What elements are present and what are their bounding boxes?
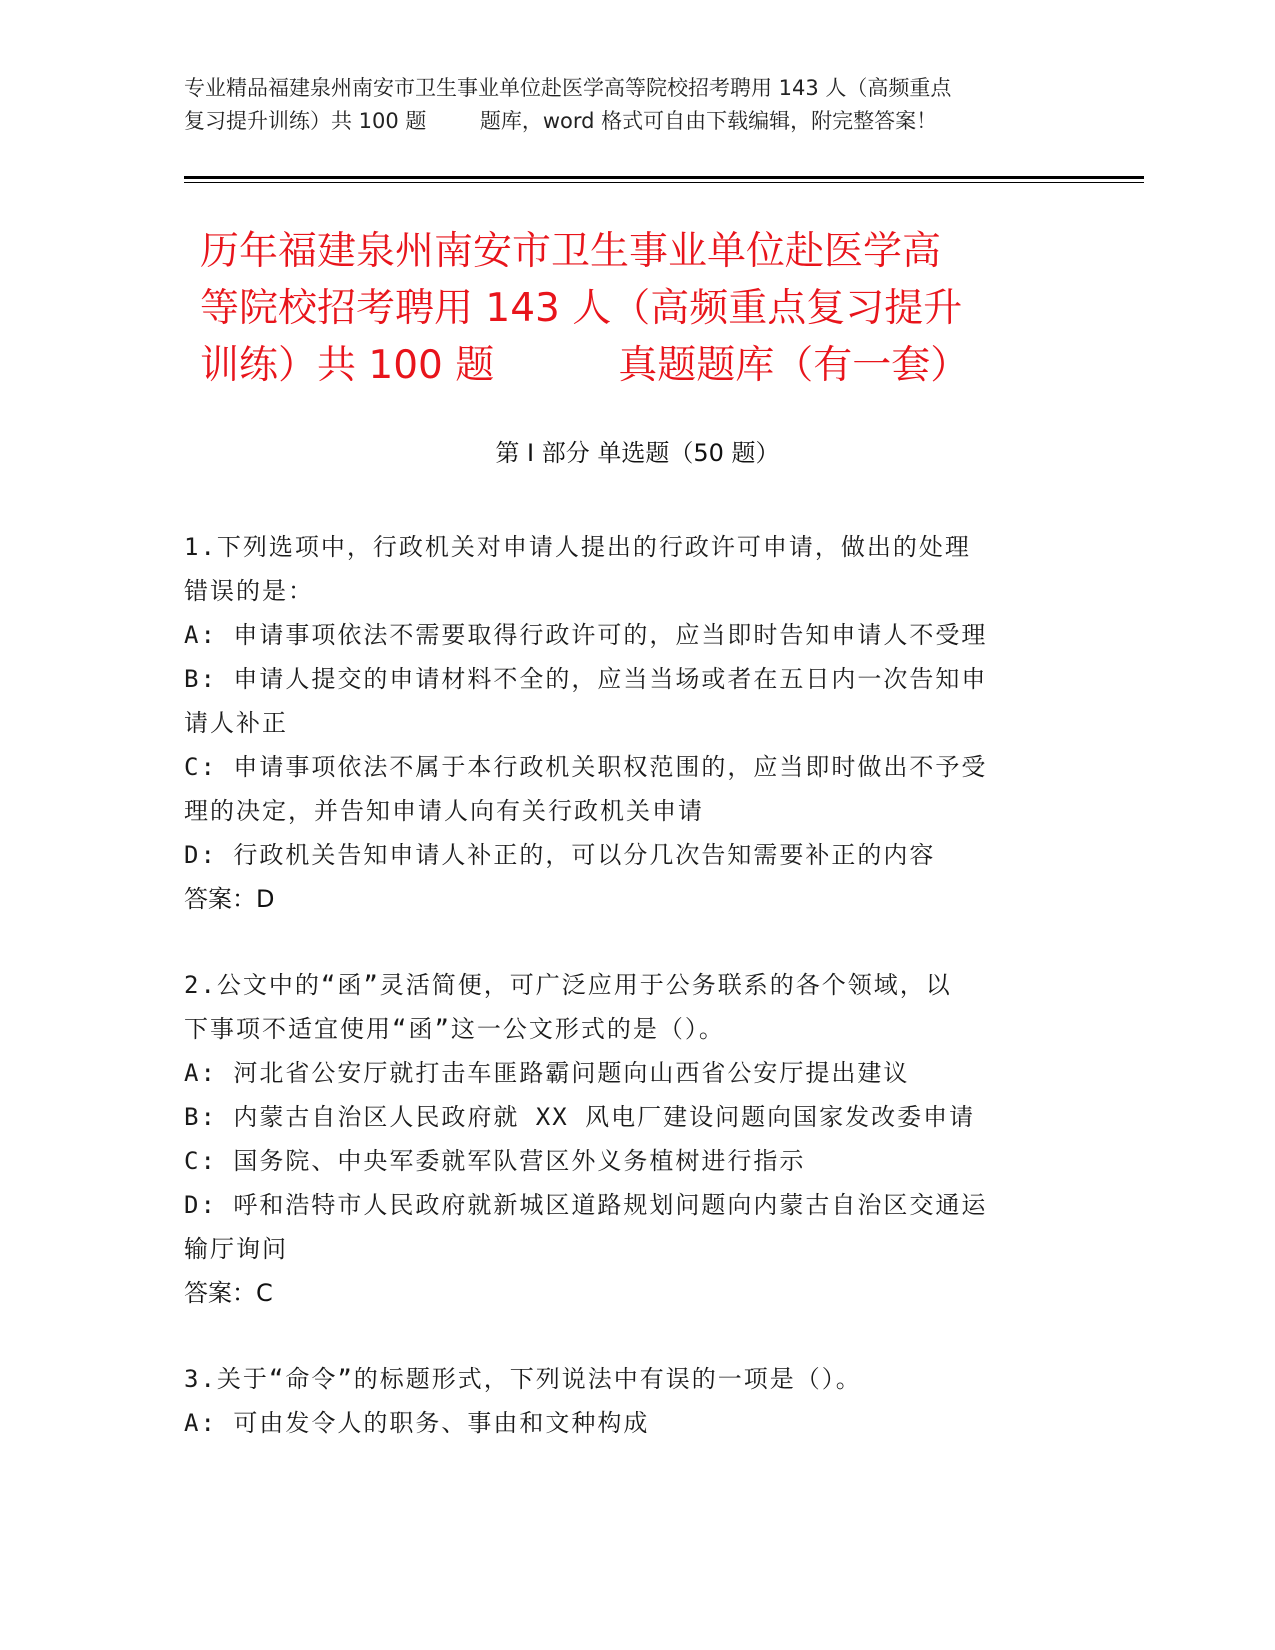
- page-header: [184, 72, 1064, 138]
- header-divider-thin: [184, 182, 1144, 183]
- question-list: [184, 525, 1074, 1487]
- option-d: D: 呼和浩特市人民政府就新城区道路规划问题向内蒙古自治区交通运: [184, 1191, 988, 1219]
- option-b-continued: 请人补正: [184, 709, 288, 737]
- option-c-continued: 理的决定，并告知申请人向有关行政机关申请: [184, 797, 704, 825]
- question-stem-line: 2.公文中的“函”灵活简便，可广泛应用于公务联系的各个领域，以: [184, 971, 952, 999]
- question-3: [184, 1357, 1074, 1445]
- header-divider-thick: [184, 176, 1144, 179]
- title-line-1: 历年福建泉州南安市卫生事业单位赴医学高: [200, 229, 942, 274]
- question-1: [184, 525, 1074, 921]
- option-d-continued: 输厅询问: [184, 1235, 288, 1263]
- header-line-2: 复习提升训练）共 100 题 题库，word 格式可自由下载编辑，附完整答案！: [184, 109, 938, 133]
- title-line-3: 训练）共 100 题 真题题库（有一套）: [200, 343, 970, 388]
- answer-label: 答案：C: [184, 1279, 273, 1307]
- option-a: A: 河北省公安厅就打击车匪路霸问题向山西省公安厅提出建议: [184, 1059, 910, 1087]
- question-2: [184, 963, 1074, 1315]
- option-d: D: 行政机关告知申请人补正的，可以分几次告知需要补正的内容: [184, 841, 936, 869]
- document-title: [200, 223, 1100, 394]
- answer-label: 答案：D: [184, 885, 275, 913]
- option-b: B: 内蒙古自治区人民政府就 XX 风电厂建设问题向国家发改委申请: [184, 1103, 976, 1131]
- option-a: A: 可由发令人的职务、事由和文种构成: [184, 1409, 650, 1437]
- title-line-2: 等院校招考聘用 143 人（高频重点复习提升: [200, 286, 963, 331]
- section-title: 第 I 部分 单选题（50 题）: [495, 439, 780, 467]
- question-stem-line: 3.关于“命令”的标题形式，下列说法中有误的一项是（）。: [184, 1365, 862, 1393]
- question-stem-line: 错误的是：: [184, 577, 314, 605]
- question-stem-line: 1.下列选项中，行政机关对申请人提出的行政许可申请，做出的处理: [184, 533, 971, 561]
- option-c: C: 申请事项依法不属于本行政机关职权范围的，应当即时做出不予受: [184, 753, 988, 781]
- option-c: C: 国务院、中央军委就军队营区外义务植树进行指示: [184, 1147, 806, 1175]
- header-line-1: 专业精品福建泉州南安市卫生事业单位赴医学高等院校招考聘用 143 人（高频重点: [184, 76, 952, 100]
- question-stem-line: 下事项不适宜使用“函”这一公文形式的是（）。: [184, 1015, 725, 1043]
- option-a: A: 申请事项依法不需要取得行政许可的，应当即时告知申请人不受理: [184, 621, 988, 649]
- option-b: B: 申请人提交的申请材料不全的，应当当场或者在五日内一次告知申: [184, 665, 988, 693]
